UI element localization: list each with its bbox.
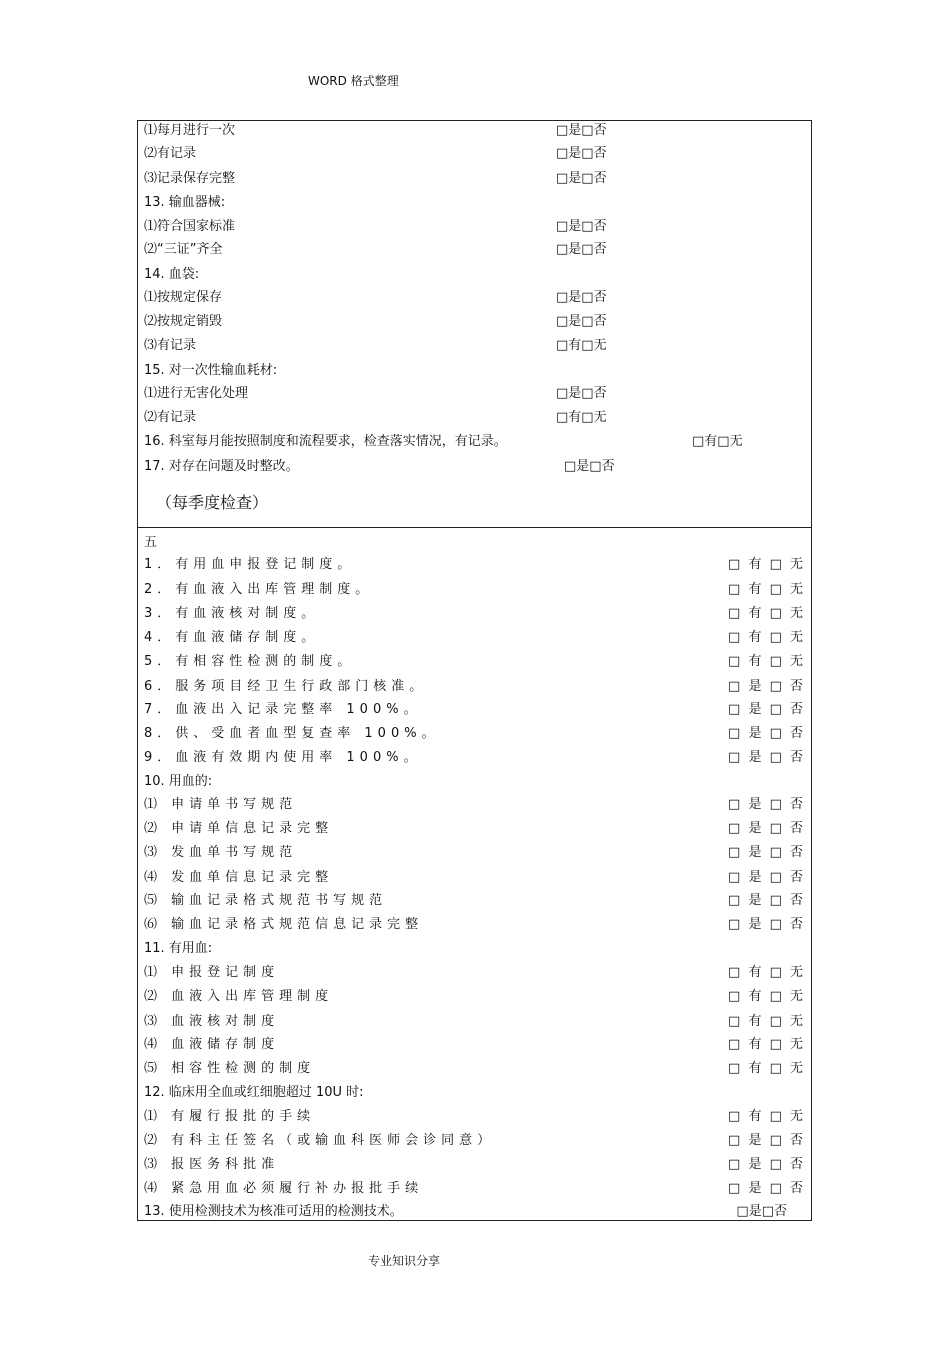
checklist-item — [144, 772, 805, 792]
item-text: 15. 对一次性输血耗材: — [144, 363, 278, 378]
item-text: ⑸ 输血记录格式规范书写规范 — [144, 893, 388, 908]
item-text: 8．供、受血者血型复查率 100%。 — [144, 726, 440, 741]
checklist-item — [144, 169, 805, 189]
item-text: ⑷ 紧急用血必须履行补办报批手续 — [144, 1181, 424, 1196]
item-checkbox-options[interactable]: □有□无 — [556, 410, 607, 425]
checklist-item — [144, 819, 805, 839]
checklist-item — [144, 217, 805, 237]
checklist-item — [144, 843, 805, 863]
checklist-item — [144, 677, 805, 697]
checklist-item — [144, 891, 805, 911]
item-text: 4．有血液储存制度。 — [144, 630, 320, 645]
item-checkbox-options[interactable]: □ 是 □ 否 — [728, 870, 805, 885]
checklist-item — [144, 1107, 805, 1127]
checklist-item — [144, 408, 805, 428]
checklist-item — [144, 580, 805, 600]
checklist-item — [144, 312, 805, 332]
item-checkbox-options[interactable]: □是□否 — [556, 314, 607, 329]
item-checkbox-options[interactable]: □有□无 — [692, 434, 743, 449]
item-text: 13. 输血器械: — [144, 195, 226, 210]
checklist-item — [144, 555, 805, 575]
item-text: 11. 有用血: — [144, 941, 213, 956]
checklist-item — [144, 628, 805, 648]
item-text: 10. 用血的: — [144, 774, 213, 789]
item-text: ⑶有记录 — [144, 338, 197, 353]
item-text: 2．有血液入出库管理制度。 — [144, 582, 374, 597]
checklist-item — [144, 604, 805, 624]
item-checkbox-options[interactable]: □ 有 □ 无 — [728, 557, 805, 572]
item-text: ⑴ 申请单书写规范 — [144, 797, 298, 812]
item-checkbox-options[interactable]: □ 有 □ 无 — [728, 965, 805, 980]
page-footer: 专业知识分享 — [368, 1254, 441, 1268]
checklist-item — [144, 724, 805, 744]
checklist-item — [144, 384, 805, 404]
item-checkbox-options[interactable]: □ 是 □ 否 — [728, 797, 805, 812]
checklist-item — [144, 1083, 805, 1103]
item-checkbox-options[interactable]: □是□否 — [556, 219, 607, 234]
item-checkbox-options[interactable]: □ 是 □ 否 — [728, 1181, 805, 1196]
item-checkbox-options[interactable]: □ 是 □ 否 — [728, 821, 805, 836]
checklist-item — [144, 361, 805, 381]
item-checkbox-options[interactable]: □ 有 □ 无 — [728, 630, 805, 645]
checklist-item — [144, 240, 805, 260]
checklist-item — [144, 144, 805, 164]
item-text: ⑵有记录 — [144, 146, 197, 161]
checklist-item — [144, 457, 805, 477]
item-checkbox-options[interactable]: □ 是 □ 否 — [728, 702, 805, 717]
checklist-item — [144, 939, 805, 959]
item-checkbox-options[interactable]: □ 有 □ 无 — [728, 606, 805, 621]
checklist-item — [144, 868, 805, 888]
item-text: 9．血液有效期内使用率 100%。 — [144, 750, 422, 765]
item-text: ⑶ 发血单书写规范 — [144, 845, 298, 860]
checklist-item — [144, 795, 805, 815]
item-checkbox-options[interactable]: □是□否 — [556, 386, 607, 401]
item-checkbox-options[interactable]: □ 有 □ 无 — [728, 1061, 805, 1076]
checklist-box-2 — [137, 527, 812, 1221]
item-text: ⑴ 申报登记制度 — [144, 965, 280, 980]
checklist-item — [144, 121, 805, 141]
item-checkbox-options[interactable]: □是□否 — [556, 171, 607, 186]
item-text: 13. 使用检测技术为核准可适用的检测技术。 — [144, 1204, 403, 1219]
checklist-item — [144, 1179, 805, 1199]
checklist-item — [144, 489, 805, 512]
checklist-item — [144, 193, 805, 213]
item-text: ⑷ 血液储存制度 — [144, 1037, 280, 1052]
item-text: ⑸ 相容性检测的制度 — [144, 1061, 316, 1076]
item-text: 3．有血液核对制度。 — [144, 606, 320, 621]
checklist-item — [144, 1012, 805, 1032]
item-checkbox-options[interactable]: □有□无 — [556, 338, 607, 353]
item-checkbox-options[interactable]: □是□否 — [736, 1204, 787, 1219]
checklist-item — [144, 1155, 805, 1175]
checklist-item — [144, 652, 805, 672]
checklist-item — [144, 533, 805, 553]
checklist-item — [144, 265, 805, 285]
item-checkbox-options[interactable]: □ 是 □ 否 — [728, 679, 805, 694]
item-text: ⑴每月进行一次 — [144, 123, 236, 138]
item-checkbox-options[interactable]: □ 是 □ 否 — [728, 917, 805, 932]
item-checkbox-options[interactable]: □ 是 □ 否 — [728, 1157, 805, 1172]
item-text: ⑴进行无害化处理 — [144, 386, 249, 401]
item-checkbox-options[interactable]: □是□否 — [556, 146, 607, 161]
item-text: ⑵“三证”齐全 — [144, 242, 223, 257]
checklist-item — [144, 915, 805, 935]
checklist-item — [144, 1035, 805, 1055]
item-checkbox-options[interactable]: □是□否 — [556, 242, 607, 257]
checklist-item — [144, 987, 805, 1007]
item-checkbox-options[interactable]: □ 有 □ 无 — [728, 1014, 805, 1029]
item-text: ⑵按规定销毁 — [144, 314, 223, 329]
item-text: ⑷ 发血单信息记录完整 — [144, 870, 334, 885]
item-text: ⑴符合国家标准 — [144, 219, 236, 234]
item-checkbox-options[interactable]: □ 有 □ 无 — [728, 654, 805, 669]
checklist-item — [144, 1059, 805, 1079]
item-text: ⑴ 有履行报批的手续 — [144, 1109, 316, 1124]
item-checkbox-options[interactable]: □ 是 □ 否 — [728, 750, 805, 765]
item-text: 14. 血袋: — [144, 267, 200, 282]
checklist-item — [144, 1202, 805, 1222]
item-checkbox-options[interactable]: □ 是 □ 否 — [728, 726, 805, 741]
item-text: ⑹ 输血记录格式规范信息记录完整 — [144, 917, 424, 932]
checklist-item — [144, 336, 805, 356]
checklist-item — [144, 1131, 805, 1151]
item-text: ⑶ 血液核对制度 — [144, 1014, 280, 1029]
checklist-box-1 — [137, 120, 812, 528]
item-checkbox-options[interactable]: □ 是 □ 否 — [728, 1133, 805, 1148]
item-text: ⑵ 申请单信息记录完整 — [144, 821, 334, 836]
checklist-item — [144, 700, 805, 720]
item-text: 5．有相容性检测的制度。 — [144, 654, 356, 669]
item-text: 17. 对存在问题及时整改。 — [144, 459, 299, 474]
item-checkbox-options[interactable]: □是□否 — [556, 123, 607, 138]
item-text: 1．有用血申报登记制度。 — [144, 557, 356, 572]
item-checkbox-options[interactable]: □ 是 □ 否 — [728, 845, 805, 860]
item-checkbox-options[interactable]: □ 有 □ 无 — [728, 582, 805, 597]
item-checkbox-options[interactable]: □ 有 □ 无 — [728, 1037, 805, 1052]
item-text: 7．血液出入记录完整率 100%。 — [144, 702, 422, 717]
item-checkbox-options[interactable]: □ 是 □ 否 — [728, 893, 805, 908]
checklist-item — [144, 288, 805, 308]
item-checkbox-options[interactable]: □ 有 □ 无 — [728, 1109, 805, 1124]
item-text: ⑵ 有科主任签名（或输血科医师会诊同意） — [144, 1133, 496, 1148]
checklist-item — [144, 963, 805, 983]
item-text: ⑶记录保存完整 — [144, 171, 236, 186]
item-checkbox-options[interactable]: □ 有 □ 无 — [728, 989, 805, 1004]
item-text: ⑶ 报医务科批准 — [144, 1157, 280, 1172]
checklist-item — [144, 748, 805, 768]
page-header: WORD 格式整理 — [308, 74, 399, 88]
item-text: ⑵ 血液入出库管理制度 — [144, 989, 334, 1004]
item-checkbox-options[interactable]: □是□否 — [564, 459, 615, 474]
item-text: ⑵有记录 — [144, 410, 197, 425]
item-text: 16. 科室每月能按照制度和流程要求，检查落实情况，有记录。 — [144, 434, 507, 449]
item-text: 12. 临床用全血或红细胞超过 10U 时: — [144, 1085, 364, 1100]
item-text: （每季度检查） — [156, 493, 269, 512]
item-text: 6．服务项目经卫生行政部门核准。 — [144, 679, 428, 694]
item-text: ⑴按规定保存 — [144, 290, 223, 305]
item-text: 五 — [144, 535, 158, 550]
checklist-item — [144, 432, 805, 452]
item-checkbox-options[interactable]: □是□否 — [556, 290, 607, 305]
